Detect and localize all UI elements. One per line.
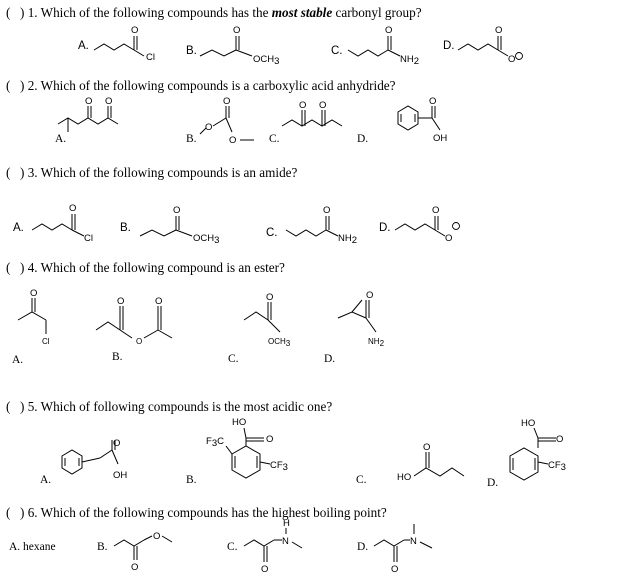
q1-option-a[interactable]: A. [78,40,89,52]
svg-text:Cl: Cl [42,337,50,346]
q1-option-d[interactable]: D. [443,40,455,52]
q3-option-d[interactable]: D. [379,222,391,234]
q2-structure-a [58,96,118,132]
svg-text:O: O [69,203,77,214]
q6-option-d[interactable]: D. [357,541,369,553]
svg-text:O: O [432,205,440,216]
svg-text:NH2: NH2 [400,54,420,67]
svg-text:CF3: CF3 [548,460,566,473]
emphasis-text: most stable [271,5,333,20]
q3-structure-b [140,205,219,246]
svg-text:O: O [445,233,453,244]
q2-option-c[interactable]: C. [269,133,280,145]
svg-text:O: O [117,296,125,307]
answer-blank-3[interactable]: ( [6,165,11,180]
q1-structure-d [458,25,523,65]
q5-structure-b [206,417,288,478]
q5-structure-c [397,442,464,483]
q4-option-d[interactable]: D. [324,353,336,365]
svg-text:O: O [299,100,307,111]
svg-text:NH2: NH2 [368,337,385,348]
question-3-stem: ( ) 3. Which of the following compounds is an amide? [6,165,298,180]
svg-text:O: O [266,434,274,445]
q1-structure-a [94,25,155,63]
svg-text:O: O [266,292,274,303]
q2-structure-c [282,100,342,126]
svg-text:O: O [391,564,399,575]
q5-structure-d [510,418,566,480]
q4-structure-d [338,290,385,348]
q2-option-b[interactable]: B. [186,133,197,145]
q4-structure-b [96,296,172,346]
svg-text:HO: HO [521,418,536,429]
q2-structure-d [398,96,447,144]
svg-text:OH: OH [113,470,128,481]
q4-option-c[interactable]: C. [228,353,239,365]
svg-text:O: O [261,564,269,575]
question-2-stem: ( ) 2. Which of the following compounds is a carboxylic acid anhydride? [6,78,396,93]
svg-text:O: O [155,296,163,307]
answer-blank-4[interactable]: ( [6,260,11,275]
q5-option-b[interactable]: B. [186,474,197,486]
svg-text:O: O [131,25,139,36]
q6-structure-b [114,531,172,573]
svg-text:F3C: F3C [206,436,224,449]
q4-structure-c [244,292,291,348]
svg-text:O: O [233,25,241,36]
svg-text:Cl: Cl [84,233,93,244]
answer-blank-1[interactable]: ( [6,5,11,20]
q6-structure-d [374,524,432,575]
svg-text:O: O [85,96,93,107]
q5-option-a[interactable]: A. [40,474,52,486]
q1-option-c[interactable]: C. [331,45,343,57]
q1-structure-c [348,25,419,67]
svg-text:O: O [131,562,139,573]
svg-text:O: O [229,135,237,146]
svg-text:O: O [319,100,327,111]
q3-option-c[interactable]: C. [266,227,278,239]
svg-text:OCH3: OCH3 [193,233,220,246]
q3-structure-d [395,205,460,244]
svg-text:CF3: CF3 [270,460,288,473]
question-1-stem: ( ) 1. Which of the following compounds has the most stable carbonyl group? [6,5,422,20]
svg-text:O: O [113,438,121,449]
q4-option-a[interactable]: A. [12,354,24,366]
svg-text:O: O [173,205,181,216]
q5-structure-a [62,438,127,481]
q2-structure-b [200,96,254,146]
svg-text:OH: OH [433,133,448,144]
q6-option-a[interactable]: A. hexane [9,541,56,553]
answer-blank-6[interactable]: ( [6,505,11,520]
svg-text:O: O [508,54,516,65]
question-6-stem: ( ) 6. Which of the following compounds has the highest boiling point? [6,505,387,520]
q3-structure-c [286,205,357,246]
svg-text:O: O [385,25,393,36]
svg-text:N: N [410,536,417,547]
svg-text:O: O [136,337,143,346]
q1-option-b[interactable]: B. [186,45,197,57]
svg-text:N: N [282,536,289,547]
question-4-stem: ( ) 4. Which of the following compound is an ester? [6,260,285,275]
q5-option-c[interactable]: C. [356,474,367,486]
svg-text:O: O [495,25,503,36]
q4-option-b[interactable]: B. [112,351,123,363]
q3-structure-a [32,203,93,244]
svg-text:O: O [556,434,564,445]
svg-text:O: O [153,531,161,542]
svg-text:O: O [205,122,213,133]
svg-text:OCH3: OCH3 [268,337,291,348]
svg-text:O: O [423,442,431,453]
svg-text:H: H [283,518,290,529]
answer-blank-2[interactable]: ( [6,78,11,93]
svg-text:O: O [105,96,113,107]
svg-text:O: O [223,96,231,107]
q6-option-b[interactable]: B. [97,541,108,553]
q3-option-a[interactable]: A. [13,222,24,234]
svg-text:O: O [366,290,374,301]
q1-structure-b [200,25,279,67]
q2-option-d[interactable]: D. [357,133,369,145]
svg-text:NH2: NH2 [338,233,358,246]
svg-text:O: O [30,288,38,299]
q3-option-b[interactable]: B. [120,222,131,234]
svg-text:HO: HO [232,417,247,428]
q5-option-d[interactable]: D. [487,477,499,489]
svg-text:O: O [429,96,437,107]
svg-text:O: O [323,205,331,216]
svg-text:HO: HO [397,472,412,483]
svg-text:OCH3: OCH3 [253,54,280,67]
q4-structure-a [18,288,50,346]
question-5-stem: ( ) 5. Which of following compounds is the most acidic one? [6,399,333,414]
q6-structure-c [244,518,302,575]
answer-blank-5[interactable]: ( [6,399,11,414]
svg-text:Cl: Cl [146,52,155,63]
q6-option-c[interactable]: C. [227,541,238,553]
q2-option-a[interactable]: A. [55,133,67,145]
